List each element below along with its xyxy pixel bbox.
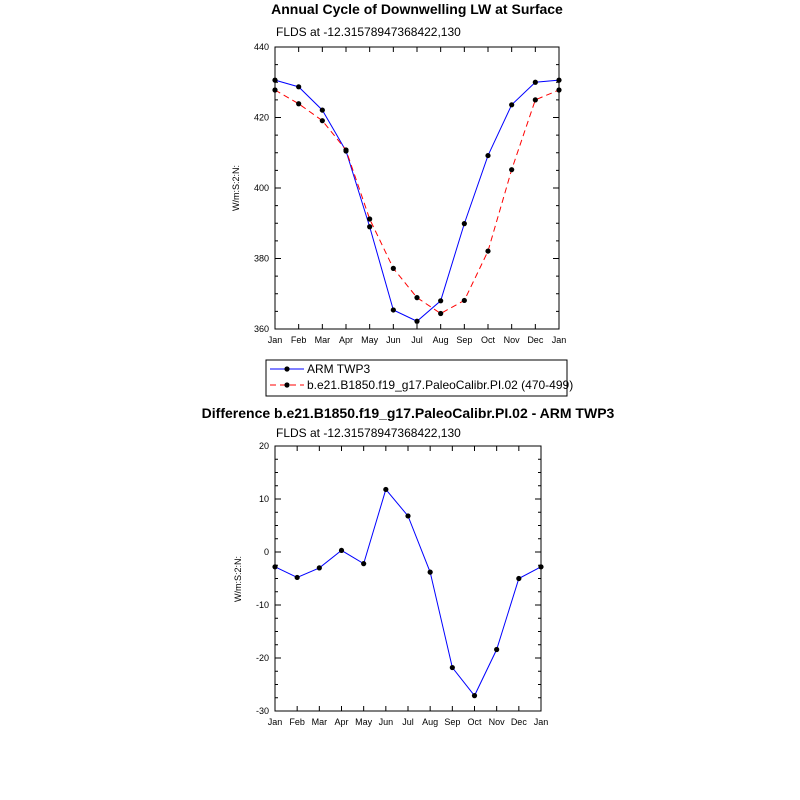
chart2-series-1-point [472,693,477,698]
chart2-plot [256,441,548,727]
legend-label-series-2: b.e21.B1850.f19_g17.PaleoCalibr.PI.02 (470-499) [307,378,574,392]
chart2-series-1-point [428,570,433,575]
chart1-series-2-point [343,147,348,152]
chart1-series-1-point [533,80,538,85]
chart2-series-1-point [494,647,499,652]
chart2-title: Difference b.e21.B1850.f19_g17.PaleoCalibr.PI.02 - ARM TWP3 [201,405,615,421]
chart1-y-tick-label: 420 [253,112,269,123]
chart1-x-tick-label: Nov [503,335,520,345]
chart2-x-tick-label: Jul [402,717,414,727]
chart2-series-1-point [295,575,300,580]
chart2-series-1-line [275,489,541,695]
chart2-ylabel: W/m:S:2:N: [233,555,243,603]
chart1-y-tick-label: 440 [253,42,269,52]
chart2-y-tick-label: -20 [255,653,269,663]
chart1-series-1-point [367,224,372,229]
legend-label-series-1: ARM TWP3 [307,362,371,376]
chart2-x-tick-label: May [355,717,373,727]
chart2-x-tick-label: Jan [533,717,549,727]
chart1-series-1-point [272,78,277,83]
chart1-x-tick-label: Apr [338,335,354,345]
chart2-x-tick-label: Jun [378,717,394,727]
chart2-series-1-point [538,564,543,569]
chart1-subtitle: FLDS at -12.31578947368422,130 [276,25,461,39]
chart1-series-1-point [391,307,396,312]
chart2-y-tick-label: 20 [258,441,269,451]
chart2-y-tick-label: 0 [263,547,269,557]
chart1-series-2-point [462,298,467,303]
chart1-x-tick-label: Jan [267,335,283,345]
chart1-title: Annual Cycle of Downwelling LW at Surface [271,1,563,17]
chart1-x-tick-label: May [361,335,379,345]
chart1-series-1-point [438,298,443,303]
chart1-series-2-line [275,90,559,313]
chart2-x-tick-label: Mar [311,717,328,727]
chart1-x-tick-label: Mar [314,335,331,345]
chart1-series-2-point [272,87,277,92]
chart1-ylabel: W/m:S:2:N: [231,164,241,212]
legend-marker-series-2 [284,382,289,387]
chart1-series-2-point [556,87,561,92]
chart1-frame [275,47,559,329]
chart1-series-2-point [367,216,372,221]
chart1-x-tick-label: Feb [290,335,307,345]
chart1-y-tick-label: 380 [253,253,269,264]
chart2-subtitle: FLDS at -12.31578947368422,130 [276,426,461,440]
chart1-series-1-point [462,221,467,226]
chart2-y-tick-label: 10 [258,494,269,504]
chart1-series-1-point [414,319,419,324]
chart2-y-tick-label: -30 [255,706,269,716]
chart2-series-1-point [361,561,366,566]
chart1-series-1-point [509,102,514,107]
chart1-y-tick-label: 360 [253,324,269,334]
chart1-x-tick-label: Jan [551,335,567,345]
chart1-x-tick-label: Dec [527,335,544,345]
chart1-series-1-point [296,84,301,89]
chart1-y-tick-label: 400 [253,183,269,193]
chart2-x-tick-label: Aug [422,717,439,727]
chart1-series-1-point [556,78,561,83]
chart1-x-tick-label: Aug [432,335,449,345]
chart1-series-1-point [485,153,490,158]
chart1-series-2-point [509,167,514,172]
chart2-series-1-point [405,513,410,518]
chart1-series-1-line [275,80,559,321]
chart1-series-2-point [391,266,396,271]
chart1-x-tick-label: Sep [456,335,473,345]
chart1-series-2-point [485,248,490,253]
chart2-x-tick-label: Sep [444,717,461,727]
chart1-x-tick-label: Jul [411,335,423,345]
chart1-x-tick-label: Oct [480,335,496,345]
chart1-series-2-point [438,311,443,316]
chart1-series-2-point [414,295,419,300]
chart2-x-tick-label: Oct [467,717,482,727]
chart1-series-2-point [320,118,325,123]
chart2-frame [275,446,541,711]
chart2-x-tick-label: Apr [334,717,349,727]
legend-marker-series-1 [284,366,289,371]
chart1-series-2-point [296,101,301,106]
chart1-x-tick-label: Jun [386,335,401,345]
chart2-series-1-point [450,665,455,670]
chart2-series-1-point [516,576,521,581]
chart2-x-tick-label: Dec [510,717,527,727]
chart2-x-tick-label: Jan [267,717,283,727]
chart2-series-1-point [317,565,322,570]
chart2-series-1-point [339,548,344,553]
chart2-y-tick-label: -10 [255,600,269,610]
chart2-series-1-point [272,564,277,569]
chart1-plot [254,42,566,345]
chart1-series-2-point [533,97,538,102]
chart2-series-1-point [383,487,388,492]
chart1-series-1-point [320,107,325,112]
legend [266,360,573,396]
chart2-x-tick-label: Feb [289,717,305,727]
chart2-x-tick-label: Nov [488,717,505,727]
